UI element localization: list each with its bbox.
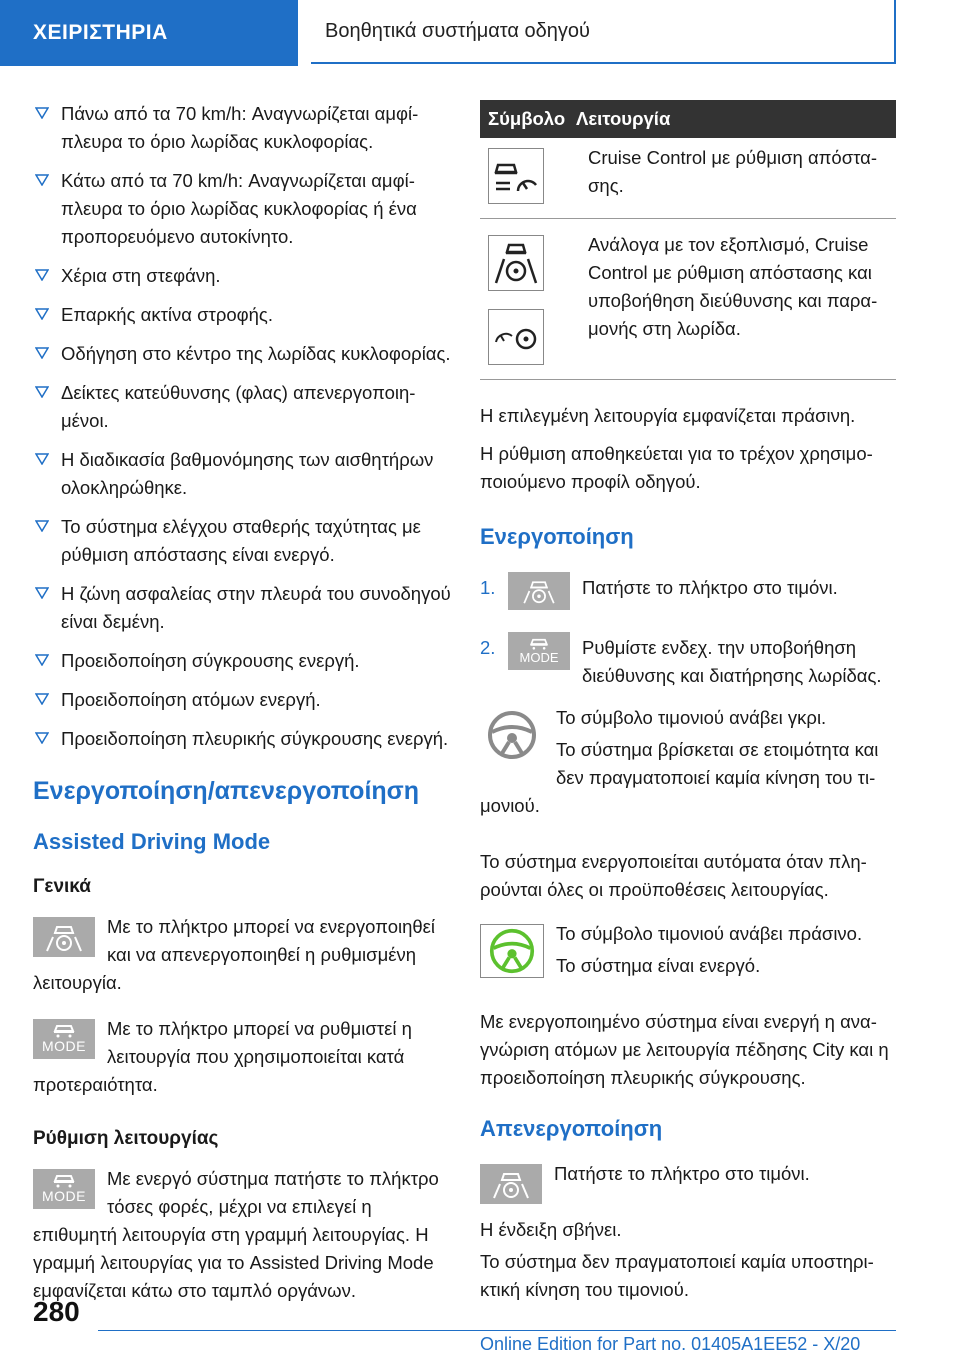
mode-button-icon: MODE: [508, 632, 570, 670]
paragraph: Με ενεργοποιημένο σύστημα είναι ενεργή η αναγνώριση ατόμων με λειτουργία πέδησης City και η προειδοποίηση πλευρικής σύγκρουσης.: [480, 1011, 889, 1088]
section-heading: Ενεργοποίηση/απενεργοποίηση: [33, 777, 420, 805]
list-item: Πάνω από τα 70 km/h: Αναγνωρίζεται αμφίπλευρα το όριο λωρίδας κυκλοφορίας.: [33, 100, 451, 156]
edition-note: Online Edition for Part no. 01405A1EE52 - X/20: [480, 1334, 861, 1354]
triangle-bullet-icon: [35, 520, 49, 532]
paragraph: Η ένδειξη σβήνει.: [480, 1219, 622, 1240]
triangle-bullet-icon: [35, 732, 49, 744]
left-column: [33, 100, 451, 1323]
triangle-bullet-icon: [35, 269, 49, 281]
list-item: Η διαδικασία βαθμονόμησης των αισθητήρων ολοκληρώθηκε.: [33, 446, 451, 502]
cruise-control-icon: [488, 148, 544, 204]
setting-paragraph: MODE Με ενεργό σύστημα πατήστε το πλήκτρο τόσες φορές, μέχρι να επιλεγεί η επιθυμητή λειτουργία στη γραμμή λειτουργίας. Η γραμμή λειτουργίας για το Assisted Driving Mode εμφανίζεται κάτω στο ταμπλό οργάνων.: [33, 1168, 439, 1301]
list-item: Δείκτες κατεύθυνσης (φλας) απενεργοποιημένοι.: [33, 379, 451, 435]
triangle-bullet-icon: [35, 107, 49, 119]
assist-button-icon: [33, 917, 95, 957]
triangle-bullet-icon: [35, 453, 49, 465]
triangle-bullet-icon: [35, 174, 49, 186]
triangle-bullet-icon: [35, 587, 49, 599]
list-item: Προειδοποίηση ατόμων ενεργή.: [33, 686, 451, 714]
triangle-bullet-icon: [35, 654, 49, 666]
paragraph: Το σύστημα ενεργοποιείται αυτόματα όταν πληρούνται όλες οι προϋποθέσεις λειτουργίας.: [480, 851, 867, 900]
triangle-bullet-icon: [35, 693, 49, 705]
row-function-text: Ανάλογα με τον εξοπλισμό, Cruise Control με ρύθμιση απόστασης και υποβοήθηση διεύθυνσης και παραμονής στη λωρίδα.: [588, 234, 878, 339]
grey-symbol-block: Το σύμβολο τιμονιού ανάβει γκρι. Το σύστημα βρίσκεται σε ετοιμότητα και δεν πραγματοποιεί καμία κίνηση του τιμονιού.: [480, 707, 879, 816]
row-function-text: Cruise Control με ρύθμιση απόστασης.: [588, 147, 878, 196]
list-item: Προειδοποίηση πλευρικής σύγκρουσης ενεργή.: [33, 725, 451, 753]
table-row: [480, 138, 896, 219]
cruise-steering-icon: [488, 309, 544, 365]
section-tab: ΧΕΙΡΙΣΤΗΡΙΑ: [0, 0, 298, 66]
right-column: [480, 100, 896, 1314]
deactivate-heading: Απενεργοποίηση: [480, 1116, 663, 1141]
list-item: Οδήγηση στο κέντρο της λωρίδας κυκλοφορίας.: [33, 340, 451, 368]
step-2: 2. MODE Ρυθμίστε ενδεχ. την υποβοήθηση διεύθυνσης και διατήρησης λωρίδας.: [480, 628, 896, 690]
mode-button-icon: MODE: [33, 1169, 95, 1209]
table-header: [480, 100, 896, 138]
subsection-heading: Assisted Driving Mode: [33, 829, 271, 854]
triangle-bullet-icon: [35, 347, 49, 359]
list-item: Κάτω από τα 70 km/h: Αναγνωρίζεται αμφίπλευρα το όριο λωρίδας κυκλοφορίας ή ένα προπορευόμενο αυτοκίνητο.: [33, 167, 451, 251]
general-heading: Γενικά: [33, 876, 91, 897]
general-paragraph-1: Με το πλήκτρο μπορεί να ενεργοποιηθεί και να απενεργοποιηθεί η ρυθμισμένη λειτουργία.: [33, 916, 436, 993]
assist-button-icon: [480, 1164, 542, 1204]
grey-steering-wheel-icon: [480, 708, 544, 762]
green-symbol-block: Το σύμβολο τιμονιού ανάβει πράσινο. Το σύστημα είναι ενεργό.: [480, 920, 896, 990]
step-1: 1. Πατήστε το πλήκτρο στο τιμόνι.: [480, 568, 896, 614]
mode-button-icon: MODE: [33, 1019, 95, 1059]
page-number: 280: [33, 1296, 80, 1327]
chapter-title: Βοηθητικά συστήματα οδηγού: [311, 0, 896, 64]
list-item: Προειδοποίηση σύγκρουσης ενεργή.: [33, 647, 451, 675]
header-symbol: Σύμβολο: [488, 108, 566, 129]
header-function: Λειτουργία: [576, 108, 671, 129]
setting-heading: Ρύθμιση λειτουργίας: [33, 1128, 219, 1149]
assist-button-icon: [508, 572, 570, 610]
conditions-list: [33, 100, 451, 753]
table-row: [480, 219, 896, 380]
page-header: [0, 0, 960, 66]
paragraph: Η ρύθμιση αποθηκεύεται για το τρέχον χρησιμοποιούμενο προφίλ οδηγού.: [480, 443, 873, 492]
deactivate-block: Πατήστε το πλήκτρο στο τιμόνι.: [480, 1160, 896, 1208]
steering-assist-icon: [488, 235, 544, 291]
general-paragraph-2: MODE Με το πλήκτρο μπορεί να ρυθμιστεί η λειτουργία που χρησιμοποιείται κατά προτεραιότητα.: [33, 1018, 412, 1095]
triangle-bullet-icon: [35, 308, 49, 320]
list-item: Το σύστημα ελέγχου σταθερής ταχύτητας με ρύθμιση απόστασης είναι ενεργό.: [33, 513, 451, 569]
footer-divider: [98, 1330, 896, 1331]
symbol-table: [480, 100, 896, 380]
step-number: 2.: [480, 637, 496, 658]
list-item: Η ζώνη ασφαλείας στην πλευρά του συνοδηγού είναι δεμένη.: [33, 580, 451, 636]
triangle-bullet-icon: [35, 386, 49, 398]
step-number: 1.: [480, 577, 496, 598]
activate-heading: Ενεργοποίηση: [480, 524, 634, 549]
paragraph: Το σύστημα δεν πραγματοποιεί καμία υποστηρικτική κίνηση του τιμονιού.: [480, 1251, 874, 1300]
paragraph: Η επιλεγμένη λειτουργία εμφανίζεται πράσινη.: [480, 405, 856, 426]
list-item: Επαρκής ακτίνα στροφής.: [33, 301, 451, 329]
green-steering-wheel-icon: [480, 924, 544, 978]
list-item: Χέρια στη στεφάνη.: [33, 262, 451, 290]
